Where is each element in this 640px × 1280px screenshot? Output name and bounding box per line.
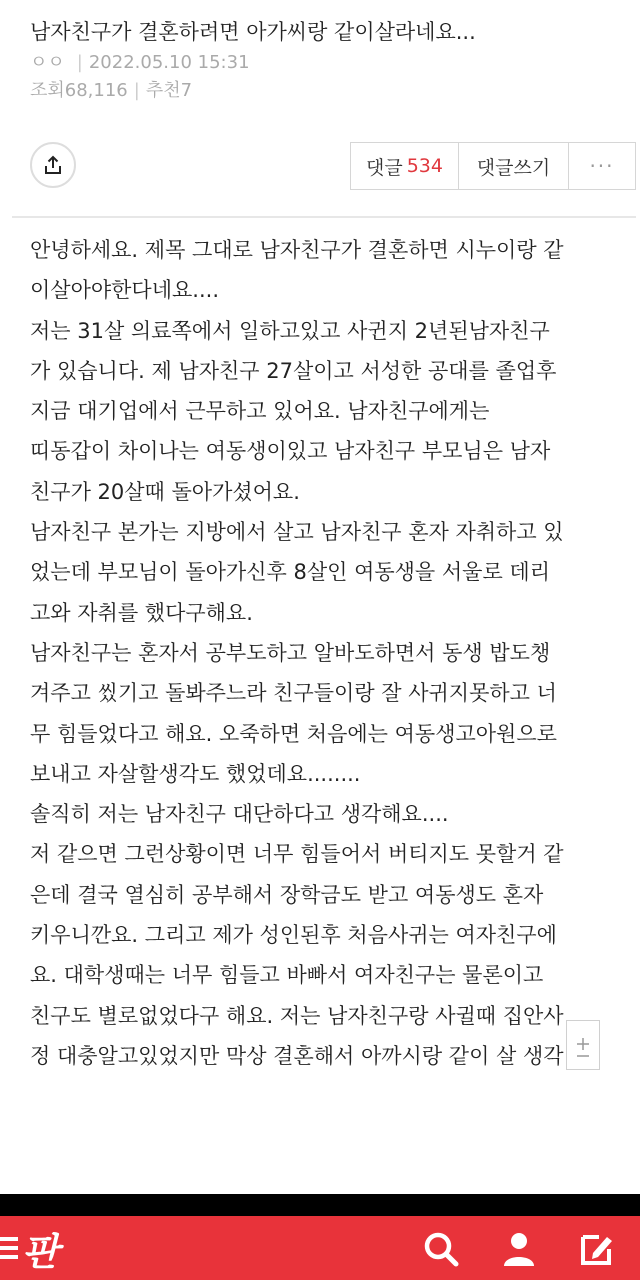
plus-icon xyxy=(574,1030,592,1060)
body-line: 었는데 부모님이 돌아가신후 8살인 여동생을 서울로 데리 xyxy=(30,560,550,585)
body-line: 무 힘들었다고 해요. 오죽하면 처음에는 여동생고아원으로 xyxy=(30,721,557,746)
views-count: 68,116 xyxy=(64,80,128,101)
user-icon xyxy=(500,1230,538,1268)
post-action-buttons xyxy=(350,142,636,190)
bottom-navigation xyxy=(0,1216,640,1280)
body-line: 친구가 20살때 돌아가셨어요. xyxy=(30,479,300,504)
write-icon xyxy=(577,1229,617,1269)
body-line: 띠동갑이 차이나는 여동생이있고 남자친구 부모님은 남자 xyxy=(30,439,551,464)
body-line: 은데 결국 열심히 공부해서 장학금도 받고 여동생도 혼자 xyxy=(30,882,544,907)
body-line: 저는 31살 의료쪽에서 일하고있고 사귄지 2년된남자친구 xyxy=(30,318,550,343)
post-header xyxy=(0,0,640,200)
comments-count: 534 xyxy=(406,155,443,177)
body-line: 지금 대기업에서 근무하고 있어요. 남자친구에게는 xyxy=(30,399,490,424)
body-line: 정 대충알고있었지만 막상 결혼해서 아까시랑 같이 살 생각 xyxy=(30,1043,564,1068)
more-button[interactable]: ··· xyxy=(589,154,615,178)
body-line: 요. 대학생때는 너무 힘들고 바빠서 여자친구는 물론이고 xyxy=(30,963,544,988)
search-icon xyxy=(422,1230,460,1268)
body-line: 이살아야한다네요.... xyxy=(30,278,219,303)
body-line: 키우니깐요. 그리고 제가 성인된후 처음사귀는 여자친구에 xyxy=(30,923,557,948)
body-line: 친구도 별로없었다구 해요. 저는 남자친구랑 사귈때 집안사 xyxy=(30,1003,564,1028)
write-comment-button[interactable]: 댓글쓰기 xyxy=(459,143,569,189)
comments-label: 댓글 xyxy=(366,156,403,179)
profile-button[interactable] xyxy=(496,1226,542,1272)
body-line: 남자친구 본가는 지방에서 살고 남자친구 혼자 자취하고 있 xyxy=(30,520,564,545)
views-label: 조회 xyxy=(30,80,65,101)
body-line: 안녕하세요. 제목 그대로 남자친구가 결혼하면 시누이랑 같 xyxy=(30,238,564,262)
meta-separator: | xyxy=(76,52,83,73)
logo-text: 판 xyxy=(22,1229,59,1274)
body-line: 보내고 자살할생각도 했었데요........ xyxy=(30,761,361,786)
comments-button[interactable] xyxy=(351,143,459,189)
floating-add-button[interactable] xyxy=(566,1020,600,1070)
body-line: 겨주고 씼기고 돌봐주느라 친구들이랑 잘 사귀지못하고 너 xyxy=(30,681,557,706)
post-body xyxy=(30,230,630,1076)
search-button[interactable] xyxy=(418,1226,464,1272)
post-meta-author-date xyxy=(30,48,250,74)
body-line: 가 있습니다. 제 남자친구 27살이고 서성한 공대를 졸업후 xyxy=(30,358,557,383)
system-bar xyxy=(0,1194,640,1216)
logo-stripes xyxy=(0,1232,20,1264)
post-meta-stats xyxy=(30,76,192,102)
body-line: 고와 자취를 했다구해요. xyxy=(30,600,253,625)
write-post-button[interactable] xyxy=(574,1226,620,1272)
body-line: 저 같으면 그런상황이면 너무 힘들어서 버티지도 못할거 같 xyxy=(30,842,564,867)
share-button[interactable] xyxy=(30,142,76,188)
header-divider xyxy=(12,216,636,218)
body-line: 솔직히 저는 남자친구 대단하다고 생각해요.... xyxy=(30,802,449,827)
recommend-label: 추천 xyxy=(145,80,181,101)
share-icon xyxy=(42,154,64,176)
post-date: 2022.05.10 15:31 xyxy=(88,52,250,73)
meta-separator: | xyxy=(133,80,140,101)
body-line: 남자친구는 혼자서 공부도하고 알바도하면서 동생 밥도챙 xyxy=(30,640,551,665)
author-name[interactable]: ㅇㅇ xyxy=(30,52,65,73)
recommend-count: 7 xyxy=(180,80,193,101)
post-title: 남자친구가 결혼하려면 아가씨랑 같이살라네요... xyxy=(30,20,476,44)
pann-logo[interactable] xyxy=(0,1216,59,1280)
